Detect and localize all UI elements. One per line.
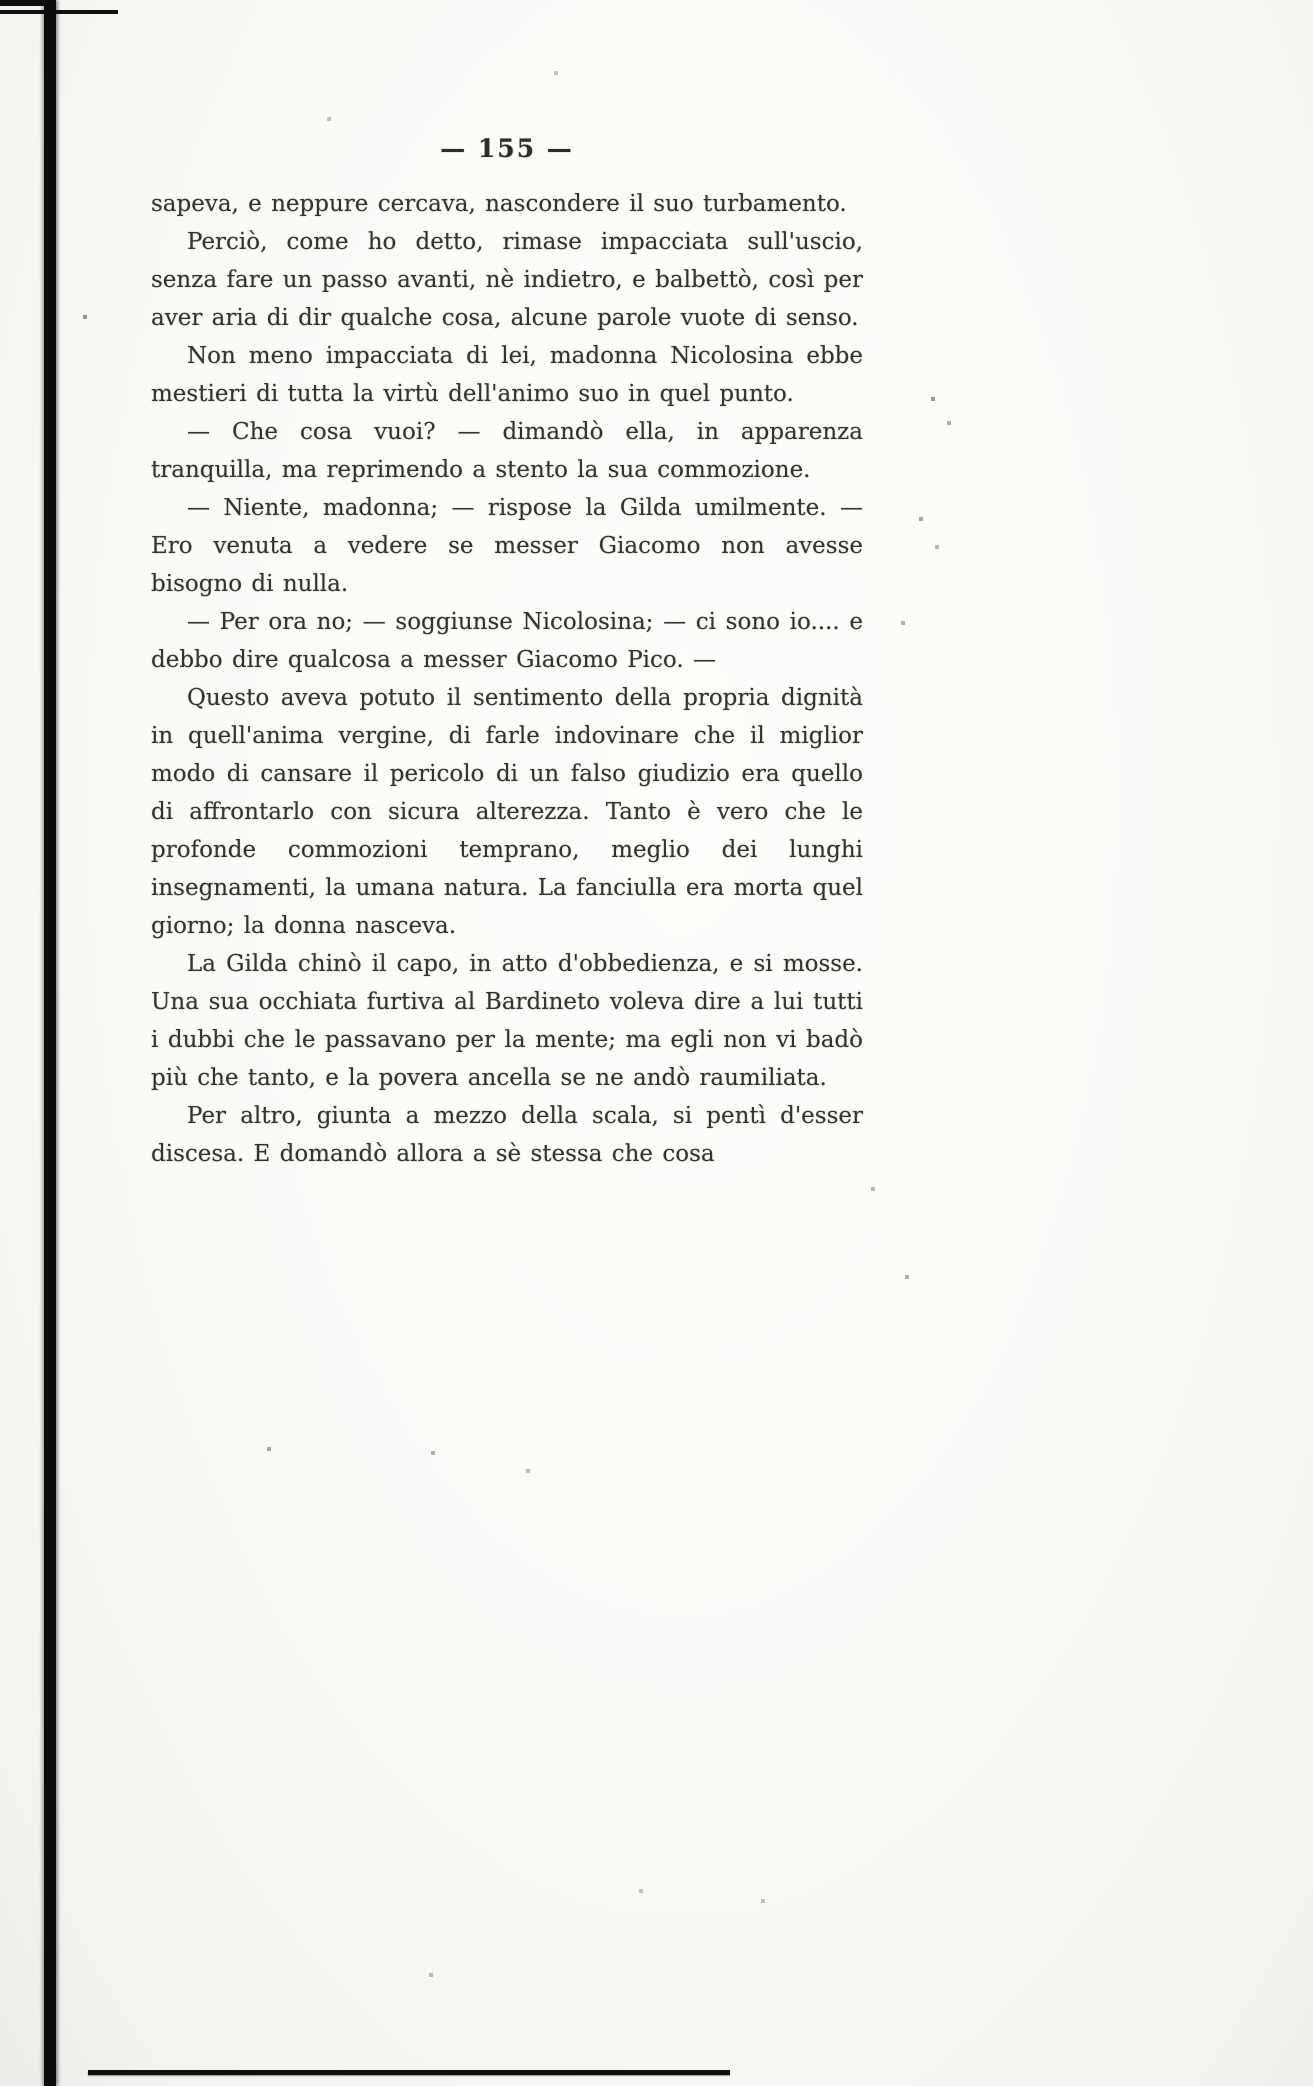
page-number: — 155 — [440,134,574,163]
scan-bottom-rule-artifact [88,2070,730,2075]
paragraph: Non meno impacciata di lei, madonna Nicolosina ebbe mestieri di tutta la virtù dell'animo suo in quel punto. [151,343,863,407]
paragraph-dialogue: — Che cosa vuoi? — dimandò ella, in apparenza tranquilla, ma reprimendo a stento la sua commozione. [151,419,863,483]
scan-corner-artifact [0,0,46,6]
page-text-block [151,134,863,1173]
scan-top-rule-artifact [0,10,118,14]
paragraph: sapeva, e neppure cercava, nascondere il suo turbamento. [151,191,847,217]
paragraph: Perciò, come ho detto, rimase impacciata sull'uscio, senza fare un passo avanti, nè indietro, e balbettò, così per aver aria di dir qualche cosa, alcune parole vuote di senso. [151,229,863,331]
scan-specks [0,0,2,2]
paragraph: Per altro, giunta a mezzo della scala, si pentì d'esser discesa. E domandò allora a sè stessa che cosa [151,1103,863,1167]
paragraph: Questo aveva potuto il sentimento della propria dignità in quell'anima vergine, di farle indovinare che il miglior modo di cansare il pericolo di un falso giudizio era quello di affrontarlo con sicura alterezza. Tanto è vero che le profonde commozioni temprano, meglio dei lunghi insegnamenti, la umana natura. La fanciulla era morta quel giorno; la donna nasceva. [151,685,863,939]
paragraph: La Gilda chinò il capo, in atto d'obbedienza, e si mosse. Una sua occhiata furtiva al Bardineto voleva dire a lui tutti i dubbi che le passavano per la mente; ma egli non vi badò più che tanto, e la povera ancella se ne andò raumiliata. [151,951,863,1091]
paragraph-dialogue: — Niente, madonna; — rispose la Gilda umilmente. — Ero venuta a vedere se messer Giacomo non avesse bisogno di nulla. [151,495,863,597]
book-binding-edge [44,0,56,2086]
paragraph-dialogue: — Per ora no; — soggiunse Nicolosina; — ci sono io.... e debbo dire qualcosa a messer Giacomo Pico. — [151,609,863,673]
